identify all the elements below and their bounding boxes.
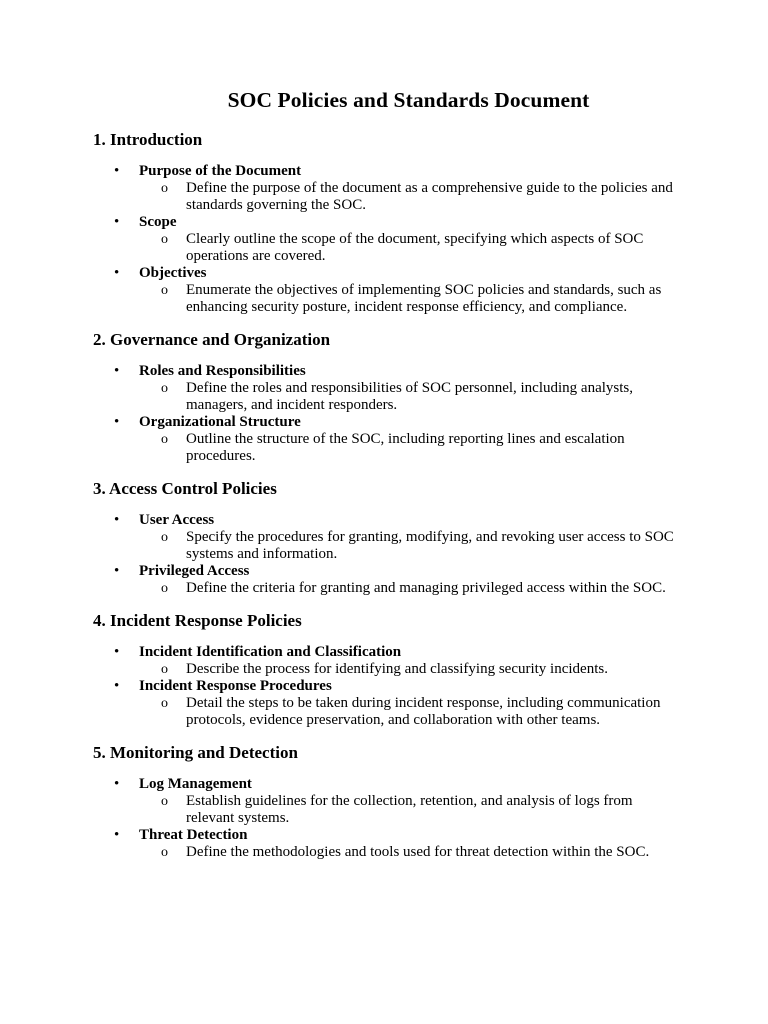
bullet-icon: • — [114, 414, 120, 430]
section-heading: 4. Incident Response Policies — [93, 611, 302, 630]
bullet-list — [93, 512, 678, 597]
item-detail: Enumerate the objectives of implementing SOC policies and standards, such as enhancing security posture, incident response efficiency, and compliance. — [186, 282, 662, 315]
item-detail: Define the roles and responsibilities of SOC personnel, including analysts, managers, and incident responders. — [186, 380, 634, 413]
list-item — [93, 214, 678, 265]
item-label: Scope — [139, 214, 177, 230]
item-detail: Clearly outline the scope of the document, specifying which aspects of SOC operations are covered. — [186, 231, 644, 264]
sub-list-item — [139, 380, 678, 414]
item-label: Incident Identification and Classification — [139, 644, 402, 660]
sub-list-item — [139, 180, 678, 214]
document-section — [93, 610, 678, 729]
list-item — [93, 678, 678, 729]
circle-bullet-icon: o — [161, 530, 168, 545]
bullet-icon: • — [114, 776, 120, 792]
bullet-icon: • — [114, 363, 120, 379]
document-body — [93, 129, 678, 861]
bullet-icon: • — [114, 827, 120, 843]
list-item — [93, 414, 678, 465]
circle-bullet-icon: o — [161, 662, 168, 677]
circle-bullet-icon: o — [161, 232, 168, 247]
sub-list-item — [139, 661, 678, 678]
bullet-icon: • — [114, 512, 120, 528]
circle-bullet-icon: o — [161, 794, 168, 809]
list-item — [93, 644, 678, 678]
circle-bullet-icon: o — [161, 845, 168, 860]
sub-list-item — [139, 231, 678, 265]
item-detail: Define the purpose of the document as a comprehensive guide to the policies and standards governing the SOC. — [186, 180, 673, 213]
item-label: Roles and Responsibilities — [139, 363, 306, 379]
list-item — [93, 363, 678, 414]
list-item — [93, 776, 678, 827]
item-label: Purpose of the Document — [139, 163, 302, 179]
sub-list-item — [139, 431, 678, 465]
list-item — [93, 563, 678, 597]
sub-list-item — [139, 282, 678, 316]
document-title: SOC Policies and Standards Document — [227, 88, 590, 112]
section-heading: 5. Monitoring and Detection — [93, 743, 298, 762]
sub-list-item — [139, 695, 678, 729]
document-section — [93, 478, 678, 597]
list-item — [93, 512, 678, 563]
item-label: Threat Detection — [139, 827, 248, 843]
item-detail: Define the methodologies and tools used for threat detection within the SOC. — [186, 844, 650, 860]
circle-bullet-icon: o — [161, 283, 168, 298]
section-heading: 3. Access Control Policies — [93, 479, 277, 498]
item-detail: Describe the process for identifying and classifying security incidents. — [186, 661, 608, 677]
item-detail: Define the criteria for granting and managing privileged access within the SOC. — [186, 580, 666, 596]
circle-bullet-icon: o — [161, 181, 168, 196]
circle-bullet-icon: o — [161, 581, 168, 596]
item-label: Incident Response Procedures — [139, 678, 332, 694]
document-section — [93, 329, 678, 465]
sub-list-item — [139, 580, 678, 597]
bullet-list — [93, 163, 678, 316]
list-item — [93, 163, 678, 214]
item-label: Organizational Structure — [139, 414, 301, 430]
bullet-list — [93, 644, 678, 729]
sub-list-item — [139, 844, 678, 861]
item-detail: Outline the structure of the SOC, including reporting lines and escalation procedures. — [186, 431, 625, 464]
circle-bullet-icon: o — [161, 432, 168, 447]
circle-bullet-icon: o — [161, 381, 168, 396]
section-heading: 1. Introduction — [93, 130, 203, 149]
document-section — [93, 129, 678, 316]
item-label: Log Management — [139, 776, 252, 792]
item-detail: Specify the procedures for granting, modifying, and revoking user access to SOC systems and information. — [186, 529, 674, 562]
list-item — [93, 265, 678, 316]
bullet-list — [93, 363, 678, 465]
bullet-icon: • — [114, 265, 120, 281]
circle-bullet-icon: o — [161, 696, 168, 711]
item-label: Privileged Access — [139, 563, 250, 579]
bullet-icon: • — [114, 678, 120, 694]
sub-list-item — [139, 793, 678, 827]
list-item — [93, 827, 678, 861]
bullet-icon: • — [114, 563, 120, 579]
sub-list-item — [139, 529, 678, 563]
item-detail: Detail the steps to be taken during incident response, including communication protocols, evidence preservation, and collaboration with other teams. — [186, 695, 661, 728]
bullet-icon: • — [114, 644, 120, 660]
bullet-list — [93, 776, 678, 861]
item-label: User Access — [139, 512, 215, 528]
item-detail: Establish guidelines for the collection, retention, and analysis of logs from relevant systems. — [186, 793, 633, 826]
bullet-icon: • — [114, 214, 120, 230]
document-section — [93, 742, 678, 861]
item-label: Objectives — [139, 265, 207, 281]
bullet-icon: • — [114, 163, 120, 179]
section-heading: 2. Governance and Organization — [93, 330, 331, 349]
